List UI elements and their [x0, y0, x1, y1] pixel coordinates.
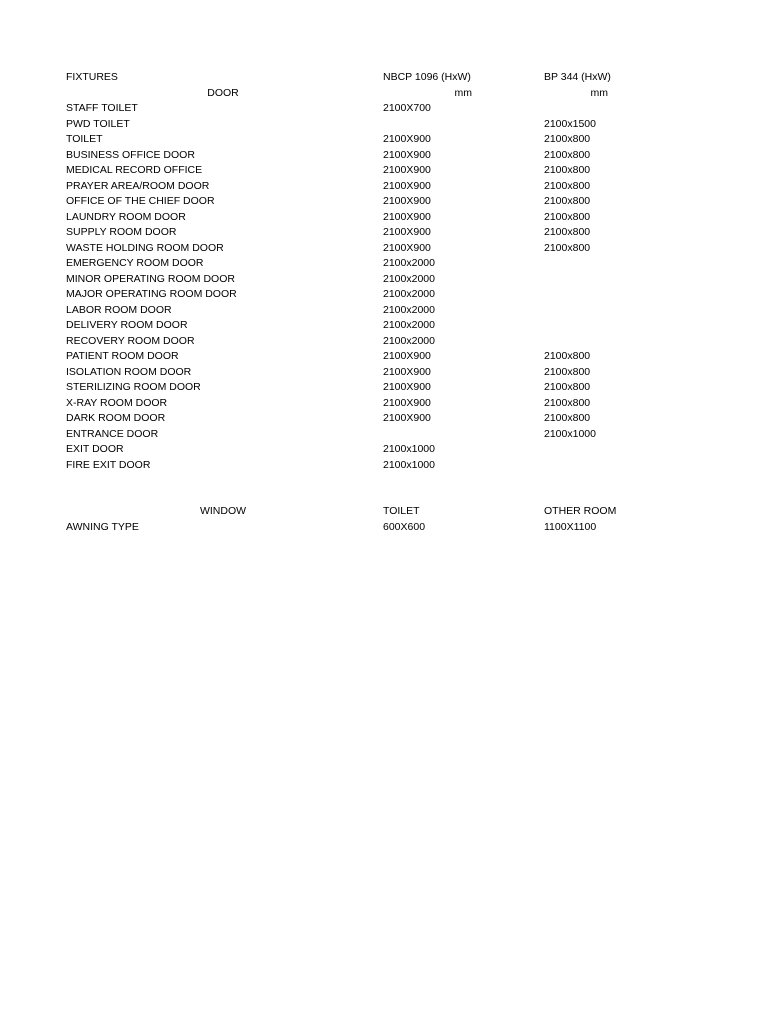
nbcp-size: 2100x2000: [383, 288, 435, 300]
nbcp-size: 2100X900: [383, 226, 431, 238]
fixture-name: EMERGENCY ROOM DOOR: [66, 257, 204, 269]
bp-size: 2100x800: [544, 226, 591, 238]
table-row: [0, 349, 768, 365]
window-label: WINDOW: [199, 505, 247, 517]
fixture-name: ENTRANCE DOOR: [66, 427, 159, 440]
table-row: [0, 132, 768, 148]
table-row: [0, 148, 768, 164]
bp-size: 2100x800: [544, 148, 591, 161]
table-row: [0, 427, 768, 443]
fixture-name: MAJOR OPERATING ROOM DOOR: [66, 288, 237, 300]
fixture-name: DARK ROOM DOOR: [66, 412, 166, 424]
fixture-name: SUPPLY ROOM DOOR: [66, 226, 177, 238]
nbcp-size: 2100X900: [383, 350, 431, 362]
nbcp-size: 2100x2000: [383, 257, 435, 269]
fixture-name: MINOR OPERATING ROOM DOOR: [66, 272, 235, 285]
nbcp-size: 2100X700: [383, 102, 431, 114]
nbcp-header: NBCP 1096 (HxW): [383, 71, 471, 83]
table-row: [0, 101, 768, 117]
nbcp-size: 2100x1000: [383, 443, 435, 455]
fixture-name: MEDICAL RECORD OFFICE: [66, 164, 203, 176]
bp-size: 2100x800: [544, 241, 591, 254]
fixture-name: PATIENT ROOM DOOR: [66, 350, 179, 362]
bp-size: 2100x800: [544, 210, 591, 223]
bp-size: 2100x1000: [544, 427, 596, 440]
table-row: [0, 318, 768, 334]
bp-size: 2100x800: [544, 179, 591, 192]
table-row: [0, 225, 768, 241]
fixture-name: PRAYER AREA/ROOM DOOR: [66, 179, 210, 192]
table-row: [0, 179, 768, 195]
nbcp-size: 2100X900: [383, 241, 431, 254]
nbcp-size: 2100X900: [383, 133, 431, 145]
table-row: [0, 380, 768, 396]
table-row: [0, 411, 768, 427]
nbcp-size: 2100x1000: [383, 458, 435, 471]
fixture-name: STERILIZING ROOM DOOR: [66, 381, 201, 393]
bp-header: BP 344 (HxW): [544, 71, 611, 83]
nbcp-size: 2100x2000: [383, 303, 435, 316]
bp-unit: mm: [590, 87, 608, 99]
toilet-header: TOILET: [383, 505, 420, 517]
table-row: [0, 334, 768, 350]
nbcp-size: 2100x2000: [383, 334, 435, 347]
window-row: [0, 520, 768, 536]
fixture-name: STAFF TOILET: [66, 102, 138, 114]
table-row: [0, 210, 768, 226]
window-name: AWNING TYPE: [66, 521, 139, 533]
nbcp-size: 2100x2000: [383, 272, 435, 285]
nbcp-unit: mm: [454, 87, 472, 99]
nbcp-size: 2100X900: [383, 164, 431, 176]
window-section-header: [0, 504, 768, 520]
nbcp-size: 2100X900: [383, 195, 431, 207]
bp-size: 2100x800: [544, 350, 591, 362]
table-row: [0, 117, 768, 133]
fixture-name: X-RAY ROOM DOOR: [66, 396, 168, 409]
header-row: [0, 70, 768, 86]
nbcp-size: 2100X900: [383, 381, 431, 393]
fixture-name: LABOR ROOM DOOR: [66, 303, 172, 316]
nbcp-size: 2100X900: [383, 179, 431, 192]
bp-size: 2100x800: [544, 381, 591, 393]
fixture-name: OFFICE OF THE CHIEF DOOR: [66, 195, 215, 207]
door-section-header: [0, 86, 768, 102]
table-row: [0, 287, 768, 303]
fixtures-header: FIXTURES: [66, 71, 118, 83]
bp-size: 2100x800: [544, 133, 591, 145]
table-row: [0, 272, 768, 288]
fixture-name: ISOLATION ROOM DOOR: [66, 365, 192, 378]
table-row: [0, 163, 768, 179]
nbcp-size: 2100X900: [383, 412, 431, 424]
table-row: [0, 303, 768, 319]
nbcp-size: 2100x2000: [383, 319, 435, 331]
nbcp-size: 2100X900: [383, 148, 431, 161]
fixture-name: PWD TOILET: [66, 117, 130, 130]
nbcp-size: 2100X900: [383, 365, 431, 378]
fixture-name: WASTE HOLDING ROOM DOOR: [66, 241, 224, 254]
bp-size: 2100x800: [544, 412, 591, 424]
fixture-name: LAUNDRY ROOM DOOR: [66, 210, 186, 223]
table-row: [0, 458, 768, 474]
bp-size: 2100x800: [544, 396, 591, 409]
bp-size: 2100x800: [544, 195, 591, 207]
table-row: [0, 194, 768, 210]
fixture-name: BUSINESS OFFICE DOOR: [66, 148, 195, 161]
window-other-size: 1100X1100: [544, 521, 597, 533]
table-row: [0, 365, 768, 381]
bp-size: 2100x800: [544, 164, 591, 176]
fixture-name: TOILET: [66, 133, 103, 145]
table-row: [0, 396, 768, 412]
nbcp-size: 2100X900: [383, 396, 431, 409]
table-row: [0, 241, 768, 257]
window-toilet-size: 600X600: [383, 521, 426, 533]
fixture-name: RECOVERY ROOM DOOR: [66, 334, 195, 347]
nbcp-size: 2100X900: [383, 210, 431, 223]
bp-size: 2100x1500: [544, 117, 596, 130]
table-row: [0, 256, 768, 272]
fixture-name: FIRE EXIT DOOR: [66, 458, 151, 471]
other-room-header: OTHER ROOM: [544, 505, 617, 517]
fixture-name: EXIT DOOR: [66, 443, 124, 455]
bp-size: 2100x800: [544, 365, 591, 378]
door-label: DOOR: [207, 87, 239, 99]
table-row: [0, 442, 768, 458]
fixture-name: DELIVERY ROOM DOOR: [66, 319, 188, 331]
